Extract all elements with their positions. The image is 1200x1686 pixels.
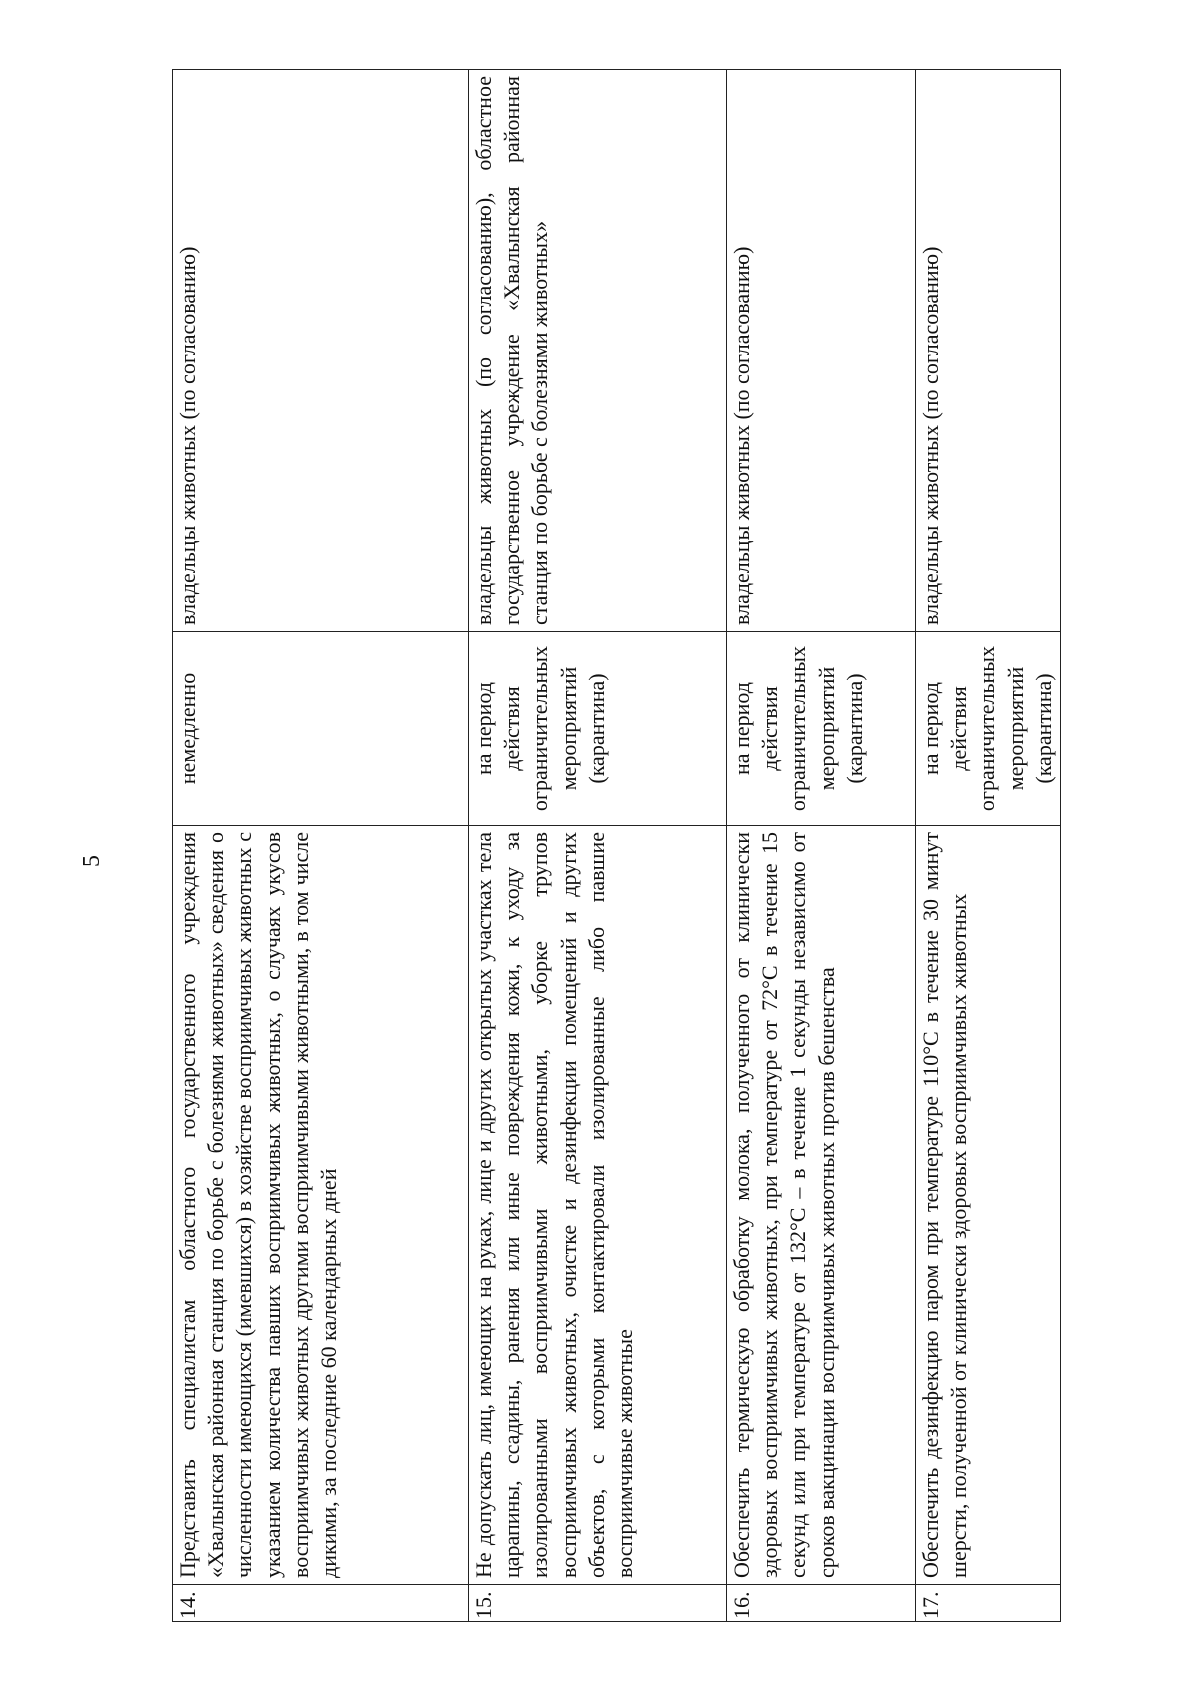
responsible-cell: владельцы животных (по согласованию), областное государственное учреждение «Хвалынская районная станция по борьбе с болезнями животных» — [469, 70, 727, 632]
term-cell: немедленно — [173, 632, 469, 826]
row-number: 14. — [173, 1585, 469, 1622]
responsible-cell: владельцы животных (по согласованию) — [727, 70, 916, 632]
row-number: 16. — [727, 1585, 916, 1622]
table-row — [173, 70, 469, 1622]
row-number: 15. — [469, 1585, 727, 1622]
table-row — [916, 70, 1061, 1622]
rotated-table-container — [172, 70, 1056, 1622]
responsible-cell: владельцы животных (по согласованию) — [173, 70, 469, 632]
action-cell: Обеспечить дезинфекцию паром при температуре 110°С в течение 30 минут шерсти, полученной от клинически здоровых восприимчивых животных — [916, 826, 1061, 1585]
term-cell: на период действия ограничительных мероприятий (карантина) — [916, 632, 1061, 826]
term-cell: на период действия ограничительных мероприятий (карантина) — [469, 632, 727, 826]
action-cell: Не допускать лиц, имеющих на руках, лице и других открытых участках тела царапины, ссадины, ранения или иные повреждения кожи, к уходу за изолированными восприимчивыми животными, уборке трупов восприимчивых животных, очистке и дезинфекции помещений и других объектов, с которыми контактировали изолированные либо павшие восприимчивые животные — [469, 826, 727, 1585]
term-cell: на период действия ограничительных мероприятий (карантина) — [727, 632, 916, 826]
action-cell: Обеспечить термическую обработку молока, полученного от клинически здоровых восприимчивых животных, при температуре от 72°С в течение 15 секунд или при температуре от 132°С – в течение 1 секунды независимо от сроков вакцинации восприимчивых животных против бешенства — [727, 826, 916, 1585]
responsible-cell: владельцы животных (по согласованию) — [916, 70, 1061, 632]
action-cell: Представить специалистам областного государственного учреждения «Хвалынская районная станция по борьбе с болезнями животных» сведения о численности имеющихся (имевшихся) в хозяйстве восприимчивых животных с указанием количества павших восприимчивых животных, о случаях укусов восприимчивых животных другими восприимчивыми животными, в том числе дикими, за последние 60 календарных дней — [173, 826, 469, 1585]
table-row — [727, 70, 916, 1622]
row-number: 17. — [916, 1585, 1061, 1622]
page-number: 5 — [79, 855, 105, 867]
table-row — [469, 70, 727, 1622]
measures-table — [172, 69, 1061, 1622]
